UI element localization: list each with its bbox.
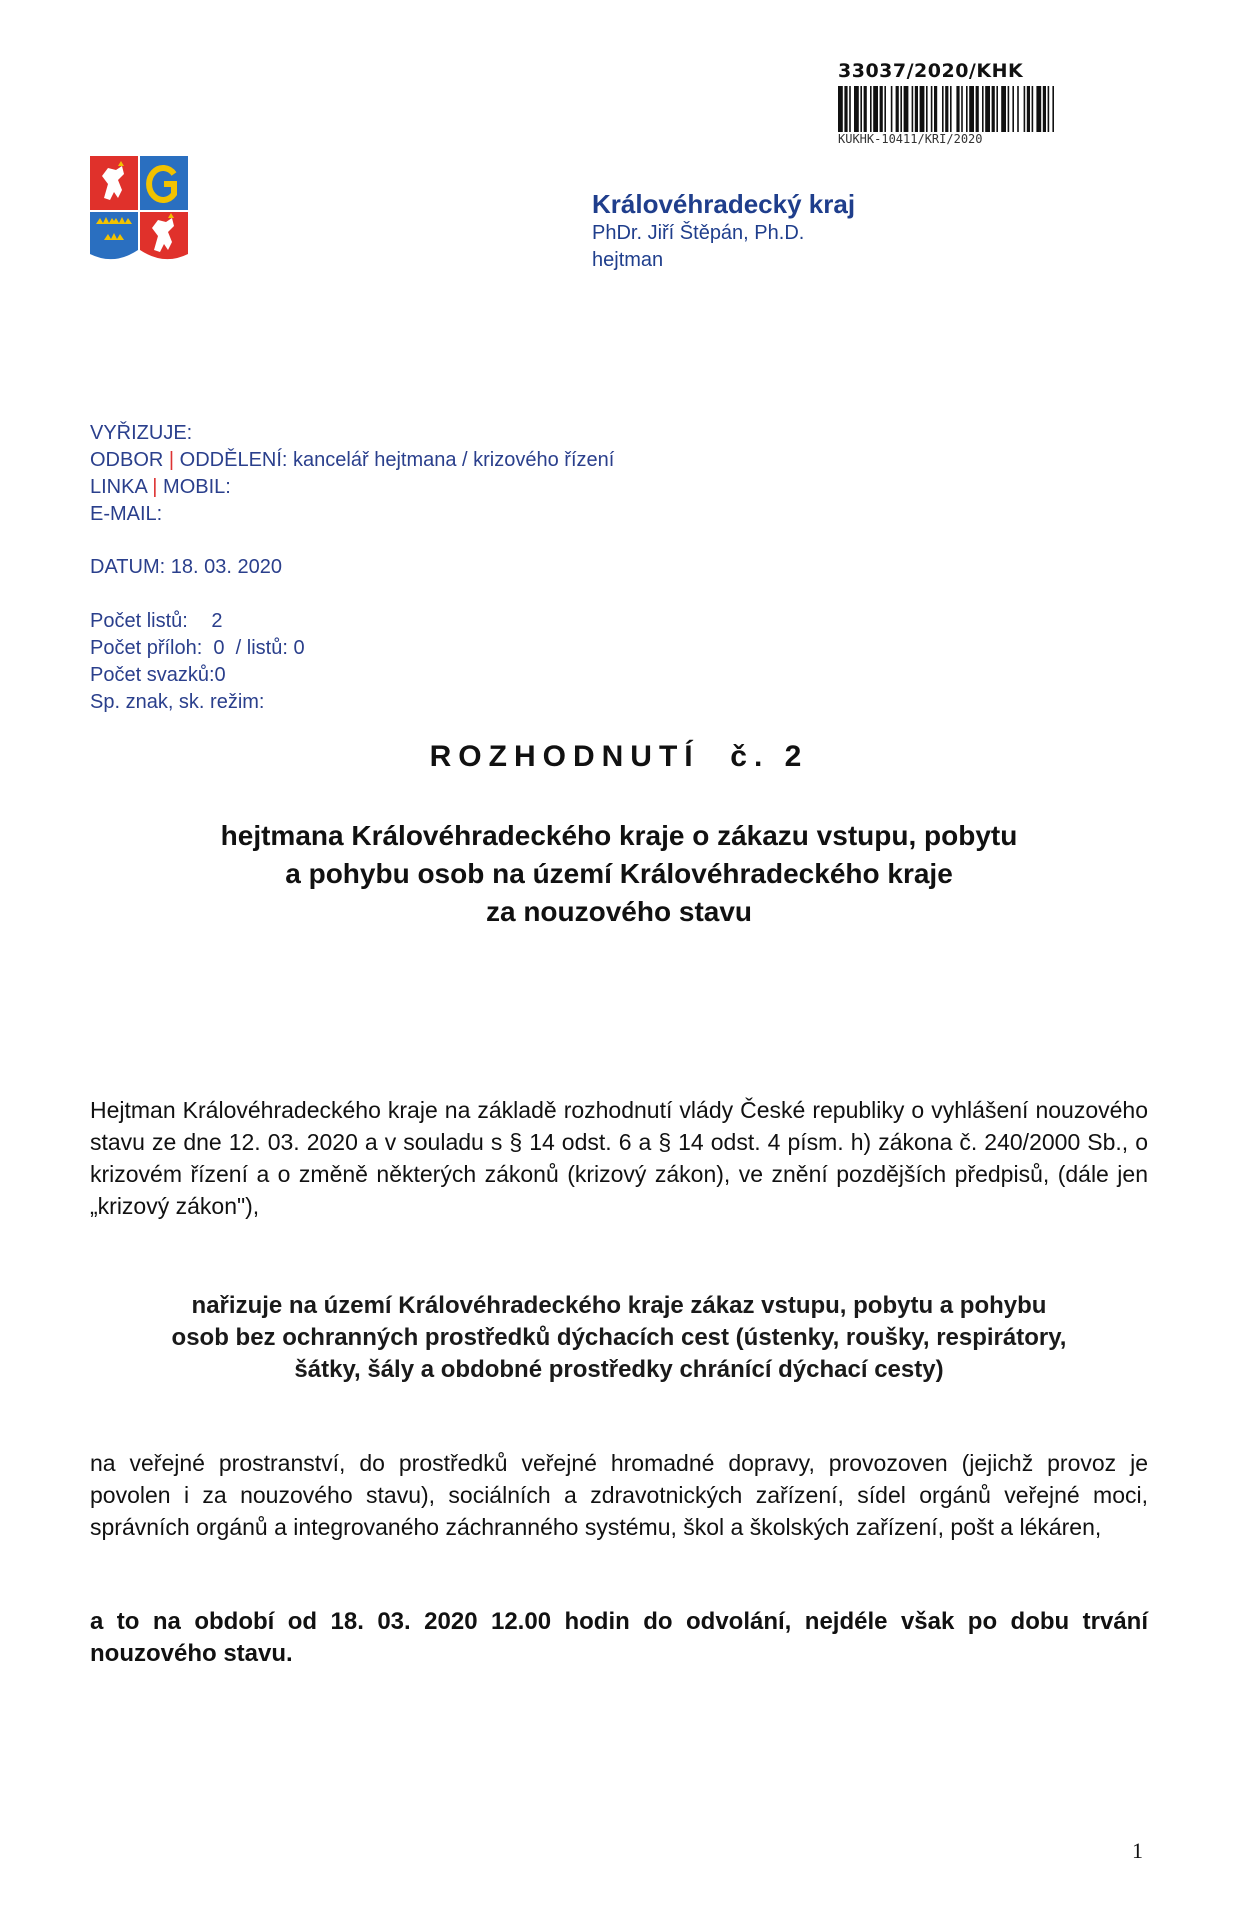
- meta-odbor: [90, 447, 614, 473]
- odbor-value: kancelář hejtmana / krizového řízení: [293, 449, 615, 471]
- datum-label: DATUM:: [90, 556, 166, 578]
- org-name: Královéhradecký kraj: [592, 189, 856, 219]
- paragraph-order: [90, 1290, 1148, 1386]
- signatory-name: PhDr. Jiří Štěpán, Ph.D.: [592, 222, 805, 244]
- paragraph-legal-basis: Hejtman Královéhradeckého kraje na základě rozhodnutí vlády České republiky o vyhlášení nouzového stavu ze dne 12. 03. 2020 a v souladu s § 14 odst. 6 a § 14 odst. 4 písm. h) zákona č. 240/2000 Sb., o krizovém řízení a o změně některých zákonů (krizový zákon), ve znění pozdějších předpisů, (dále jen „krizový zákon"),: [90, 1097, 1148, 1219]
- pocet-priloh-label: Počet příloh:: [90, 637, 203, 659]
- meta-linka: [90, 474, 231, 500]
- signatory-block: [592, 188, 855, 274]
- meta-vyrizuje: VYŘIZUJE:: [90, 422, 193, 444]
- pocet-priloh-value: 0 / listů: 0: [213, 637, 305, 659]
- decision-heading: ROZHODNUTÍ č. 2: [429, 740, 809, 773]
- decision-subtitle: [150, 817, 1088, 931]
- barcode-caption: KUKHK-10411/KRI/2020: [838, 132, 983, 146]
- paragraph-places: na veřejné prostranství, do prostředků veřejné hromadné dopravy, provozoven (jejichž provoz je povolen i za nouzového stavu), sociálních a zdravotnických zařízení, sídel orgánů veřejné moci, správních orgánů a integrovaného záchranného systému, škol a školských zařízení, pošt a lékáren,: [90, 1450, 1148, 1540]
- signatory-role: hejtman: [592, 249, 664, 271]
- meta-email: E-MAIL:: [90, 503, 163, 525]
- odbor-label: ODBOR: [90, 449, 164, 471]
- order-line: šátky, šály a obdobné prostředky chránící dýchací cesty): [294, 1356, 944, 1383]
- pocet-listu-label: Počet listů:: [90, 610, 188, 632]
- meta-sp-znak: Sp. znak, sk. režim:: [90, 691, 265, 713]
- mobil-label: MOBIL:: [163, 476, 231, 498]
- meta-pocet-listu: [90, 608, 223, 634]
- subtitle-line: hejtmana Královéhradeckého kraje o zákazu vstupu, pobytu: [220, 820, 1018, 851]
- meta-pocet-svazku: Počet svazků:0: [90, 664, 226, 686]
- linka-label: LINKA: [90, 476, 147, 498]
- subtitle-line: za nouzového stavu: [485, 896, 753, 927]
- pocet-listu-value: 2: [211, 610, 223, 632]
- paragraph-period: a to na období od 18. 03. 2020 12.00 hodin do odvolání, nejdéle však po dobu trvání nouzového stavu.: [90, 1608, 1148, 1667]
- separator-bar: |: [152, 476, 158, 498]
- oddeleni-label: ODDĚLENÍ:: [179, 449, 288, 471]
- page-number: 1: [1132, 1838, 1143, 1863]
- separator-bar: |: [168, 449, 175, 471]
- datum-value: 18. 03. 2020: [170, 556, 282, 578]
- meta-pocet-priloh: [90, 635, 305, 661]
- subtitle-line: a pohybu osob na území Královéhradeckého kraje: [285, 858, 953, 889]
- barcode: [838, 86, 1146, 132]
- reference-number: 33037/2020/KHK: [838, 60, 1024, 82]
- order-line: osob bez ochranných prostředků dýchacích cest (ústenky, roušky, respirátory,: [171, 1324, 1067, 1351]
- coat-of-arms-logo: [88, 154, 190, 268]
- meta-datum: [90, 554, 282, 580]
- order-line: nařizuje na území Královéhradeckého kraje zákaz vstupu, pobytu a pohybu: [191, 1292, 1047, 1319]
